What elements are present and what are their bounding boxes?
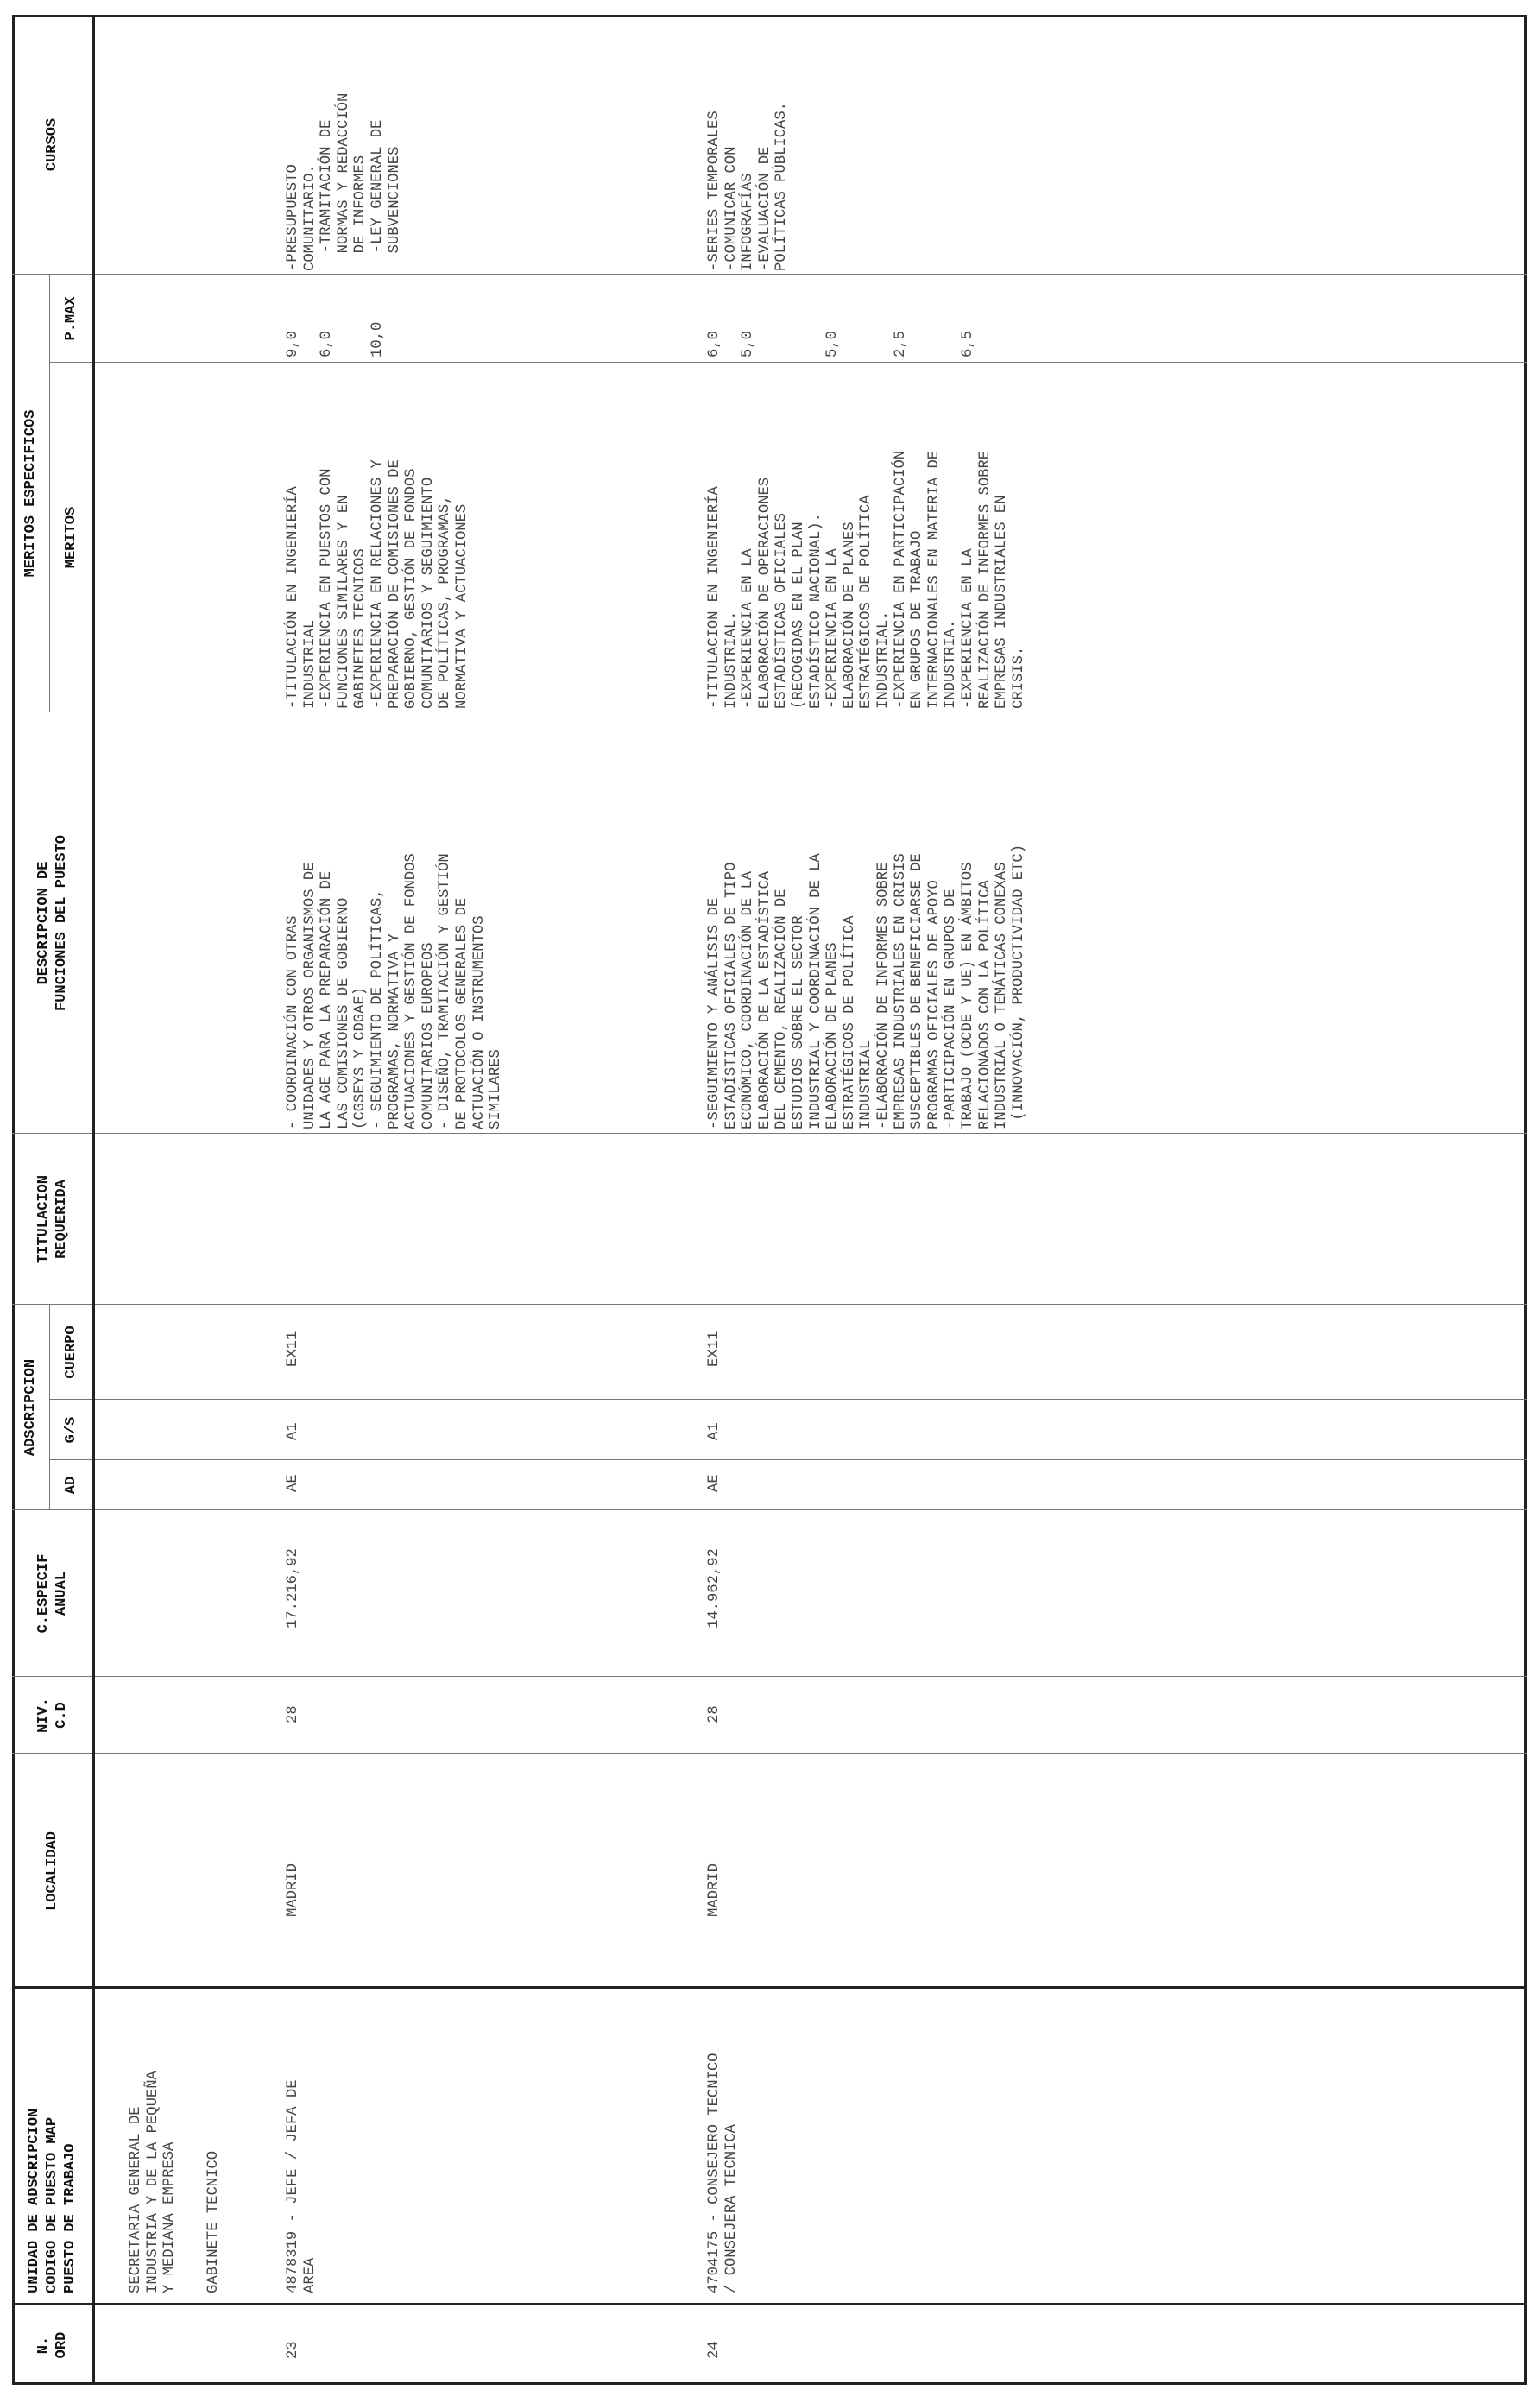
table-frame (12, 15, 1527, 2385)
row-n-ord: 24 (706, 2341, 723, 2359)
row-puesto: 4704175 - CONSEJERO TECNICO / CONSEJERA TECNICA (706, 2052, 740, 2293)
divider (12, 1133, 1527, 1134)
row-ad: AE (706, 1474, 723, 1492)
divider (12, 1304, 1527, 1305)
header-ad: AD (62, 1476, 79, 1495)
header-p-max: P.MAX (62, 296, 79, 341)
divider (12, 274, 1527, 275)
row-p-max: 6,0 5,0 5,0 2,5 6,5 (706, 331, 976, 357)
row-localidad: MADRID (706, 1863, 723, 1917)
header-titulacion: TITULACION REQUERIDA (35, 1174, 70, 1264)
row-c-especif: 17.216,92 (285, 1548, 301, 1629)
row-meritos: -TITULACIÓN EN INGENIERÍA INDUSTRIAL -EXPERIENCIA EN PUESTOS CON FUNCIONES SIMILARES Y EN GABINETES TECNICOS -EXPERIENCIA EN RELACIONES Y PREPARACIÓN DE COMISIONES DE GOBIERNO, GESTIÓN DE FONDOS COMUNITARIOS Y SEGUIMIENTO DE POLÍTICAS, PROGRAMAS, NORMATIVA Y ACTUACIONES (285, 459, 470, 709)
divider (49, 1459, 1527, 1460)
row-localidad: MADRID (285, 1863, 301, 1917)
row-c-especif: 14.962,92 (706, 1548, 723, 1629)
row-gs: A1 (285, 1422, 301, 1440)
header-adscripcion: ADSCRIPCION (22, 1358, 39, 1457)
row-niv: 28 (285, 1705, 301, 1723)
header-meritos-especificos: MERITOS ESPECIFICOS (22, 409, 39, 578)
divider (12, 2303, 1527, 2305)
row-gs: A1 (706, 1422, 723, 1440)
row-descripcion: -SEGUIMIENTO Y ANÁLISIS DE ESTADÍSTICAS OFICIALES DE TIPO ECONÓMICO, COORDINACIÓN DE LA ELABORACIÓN DE LA ESTADÍSTICA DEL CEMENTO, REALIZACIÓN DE ESTUDIOS SOBRE EL SECTOR INDUSTRIAL Y COORDINACIÓN DE LA ELABORACIÓN DE PLANES ESTRATÉGICOS DE POLÍTICA INDUSTRIAL -ELABORACIÓN DE INFORMES SOBRE EMPRESAS INDUSTRIALES EN CRISIS SUSCEPTIBLES DE BENEFICIARSE DE PROGRAMAS OFICIALES DE APOYO -PARTICIPACIÓN EN GRUPOS DE TRABAJO (OCDE Y UE) EN ÁMBITOS RELACIONADOS CON LA POLÍTICA INDUSTRIAL O TEMÁTICAS CONEXAS (INNOVACIÓN, PRODUCTIVIDAD ETC) (706, 844, 1027, 1129)
divider (49, 1399, 1527, 1400)
unit-subunit: GABINETE TECNICO (205, 2150, 222, 2293)
row-cursos: -PRESUPUESTO COMUNITARIO. -TRAMITACIÓN DE NORMAS Y REDACCIÓN DE INFORMES -LEY GENERAL DE SUBVENCIONES (285, 92, 403, 271)
header-meritos: MERITOS (62, 506, 79, 569)
header-localidad: LOCALIDAD (44, 1831, 60, 1911)
header-rule (92, 15, 95, 2385)
row-niv: 28 (706, 1705, 723, 1723)
header-c-especif: C.ESPECIF ANUAL (35, 1553, 70, 1634)
header-descripcion: DESCRIPCION DE FUNCIONES DEL PUESTO (35, 834, 70, 1012)
row-p-max: 9,0 6,0 10,0 (285, 321, 386, 357)
header-unidad: UNIDAD DE ADSCRIPCION CODIGO DE PUESTO MAP PUESTO DE TRABAJO (26, 2108, 79, 2293)
row-meritos: -TITULACION EN INGENIERÍA INDUSTRIAL. -EXPERIENCIA EN LA ELABORACIÓN DE OPERACIONES ESTADÍSTICAS OFICIALES (RECOGIDAS EN EL PLAN ESTADÍSTICO NACIONAL). -EXPERIENCIA EN LA ELABORACIÓN DE PLANES ESTRATÉGICOS DE POLÍTICA INDUSTRIAL. -EXPERIENCIA EN PARTICIPACIÓN EN GRUPOS DE TRABAJO INTERNACIONALES EN MATERIA DE INDUSTRIA. -EXPERIENCIA EN LA REALIZACIÓN DE INFORMES SOBRE EMPRESAS INDUSTRIALES EN CRISIS. (706, 450, 1027, 709)
divider (49, 362, 1527, 363)
row-descripcion: - COORDINACIÓN CON OTRAS UNIDADES Y OTROS ORGANISMOS DE LA AGE PARA LA PREPARACIÓN DE LAS COMISIONES DE GOBIERNO (CGSEYS Y CDGAE) - SEGUIMIENTO DE POLÍTICAS, PROGRAMAS, NORMATIVA Y ACTUACIONES Y GESTIÓN DE FONDOS COMUNITARIOS EUROPEOS - DISEÑO, TRAMITACIÓN Y GESTIÓN DE PROTOCOLOS GENERALES DE ACTUACIÓN O INSTRUMENTOS SIMILARES (285, 853, 505, 1129)
header-n-ord: N. ORD (35, 2331, 70, 2359)
unit-organization: SECRETARIA GENERAL DE INDUSTRIA Y DE LA PEQUEÑA Y MEDIANA EMPRESA (128, 2071, 179, 2293)
header-gs: G/S (62, 1416, 79, 1444)
divider (12, 1986, 1527, 1989)
row-cuerpo: EX11 (706, 1331, 723, 1367)
divider (12, 1676, 1527, 1677)
header-cursos: CURSOS (44, 117, 60, 172)
header-niv: NIV. C.D (35, 1698, 70, 1733)
row-ad: AE (285, 1474, 301, 1492)
divider (12, 1509, 1527, 1510)
row-puesto: 4878319 - JEFE / JEFA DE AREA (285, 2079, 319, 2293)
row-n-ord: 23 (285, 2341, 301, 2359)
row-cursos: -SERIES TEMPORALES -COMUNICAR CON INFOGRAFÍAS -EVALUACIÓN DE POLÍTICAS PÚBLICAS. (706, 102, 791, 271)
header-cuerpo: CUERPO (62, 1325, 79, 1379)
divider (12, 1753, 1527, 1754)
row-cuerpo: EX11 (285, 1331, 301, 1367)
